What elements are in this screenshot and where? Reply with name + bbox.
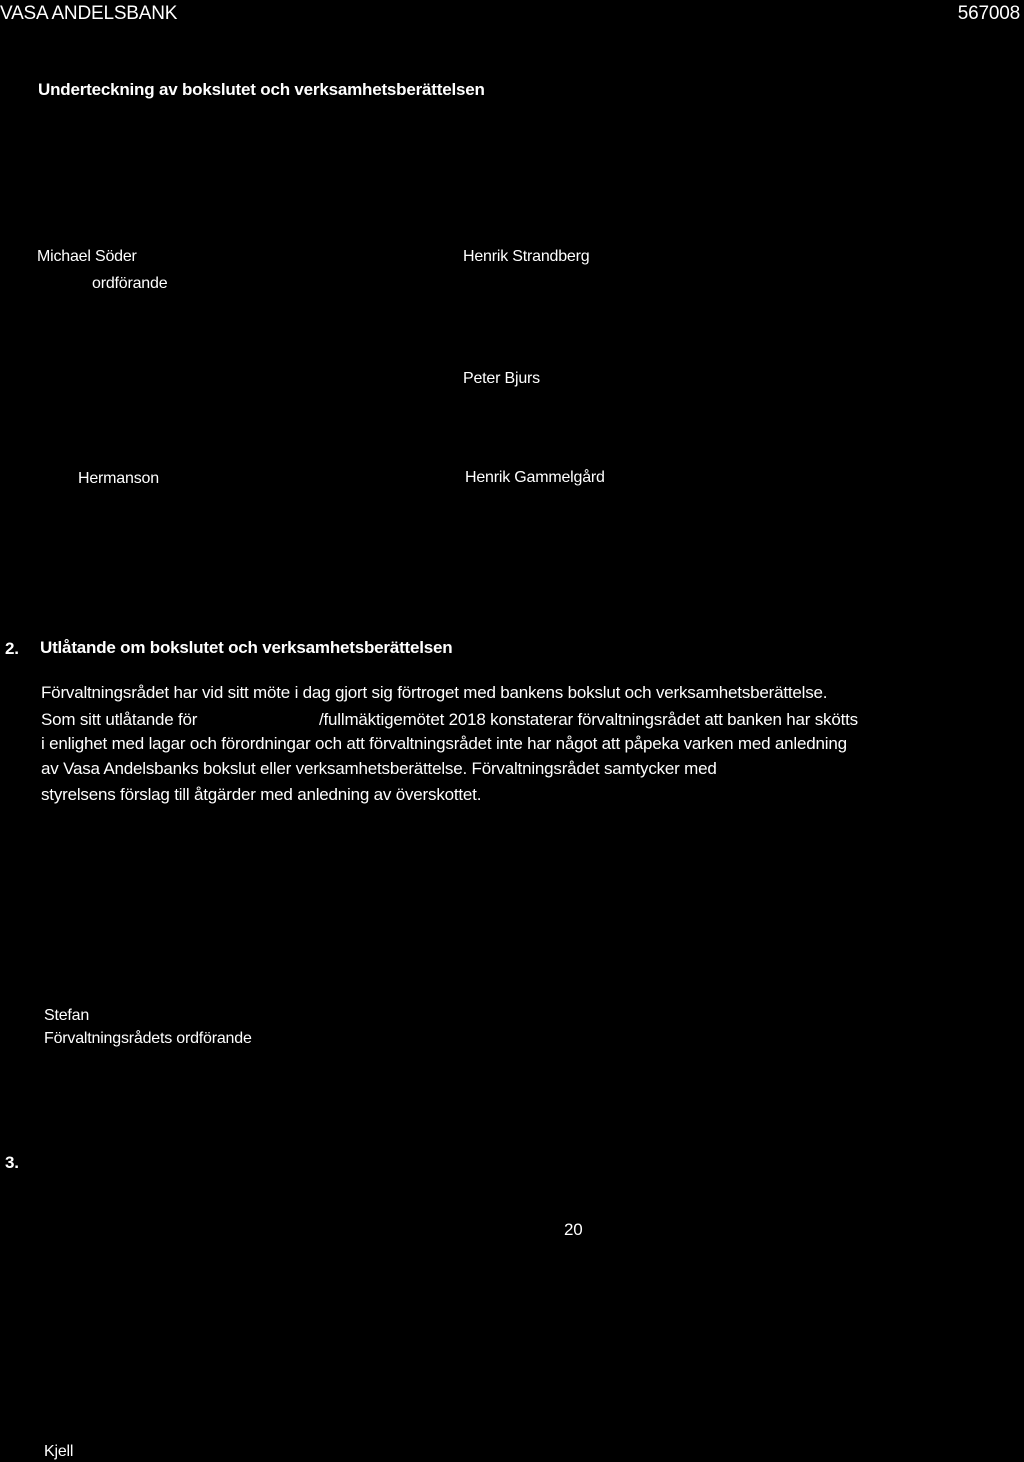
signature-hermanson-name: Hermanson — [78, 470, 159, 487]
footer-name: Kjell — [44, 1443, 74, 1460]
signature-soder-name: Michael Söder — [37, 248, 137, 265]
signature-soder-role: ordförande — [92, 275, 168, 292]
signature-strandberg-name: Henrik Strandberg — [463, 248, 590, 265]
statement-line: Förvaltningsrådet har vid sitt möte i dag gjort sig förtroget med bankens bokslut och verksamhetsberättelse. — [41, 683, 828, 702]
page-number: 20 — [564, 1220, 583, 1239]
section-1-title: Underteckning av bokslutet och verksamhetsberättelsen — [38, 80, 485, 99]
statement-line: av Vasa Andelsbanks bokslut eller verksamhetsberättelse. Förvaltningsrådet samtycker med — [41, 759, 717, 778]
signer-role: Förvaltningsrådets ordförande — [44, 1030, 252, 1047]
signer-name: Stefan — [44, 1007, 90, 1024]
signature-bjurs-name: Peter Bjurs — [463, 370, 540, 387]
statement-line: /fullmäktigemötet 2018 konstaterar förvaltningsrådet att banken har skötts — [319, 710, 858, 729]
bank-name: VASA ANDELSBANK — [0, 3, 178, 24]
section-2-title: Utlåtande om bokslutet och verksamhetsberättelsen — [40, 638, 453, 657]
document-number: 567008 — [957, 3, 1020, 24]
signature-gammelgard-name: Henrik Gammelgård — [465, 469, 605, 486]
statement-line: i enlighet med lagar och förordningar och att förvaltningsrådet inte har något att påpeka varken med anledning — [41, 734, 847, 753]
statement-line: Som sitt utlåtande för — [41, 710, 198, 729]
section-2-number: 2. — [5, 639, 19, 658]
statement-line: styrelsens förslag till åtgärder med anledning av överskottet. — [41, 785, 482, 804]
section-3-number: 3. — [5, 1153, 19, 1172]
